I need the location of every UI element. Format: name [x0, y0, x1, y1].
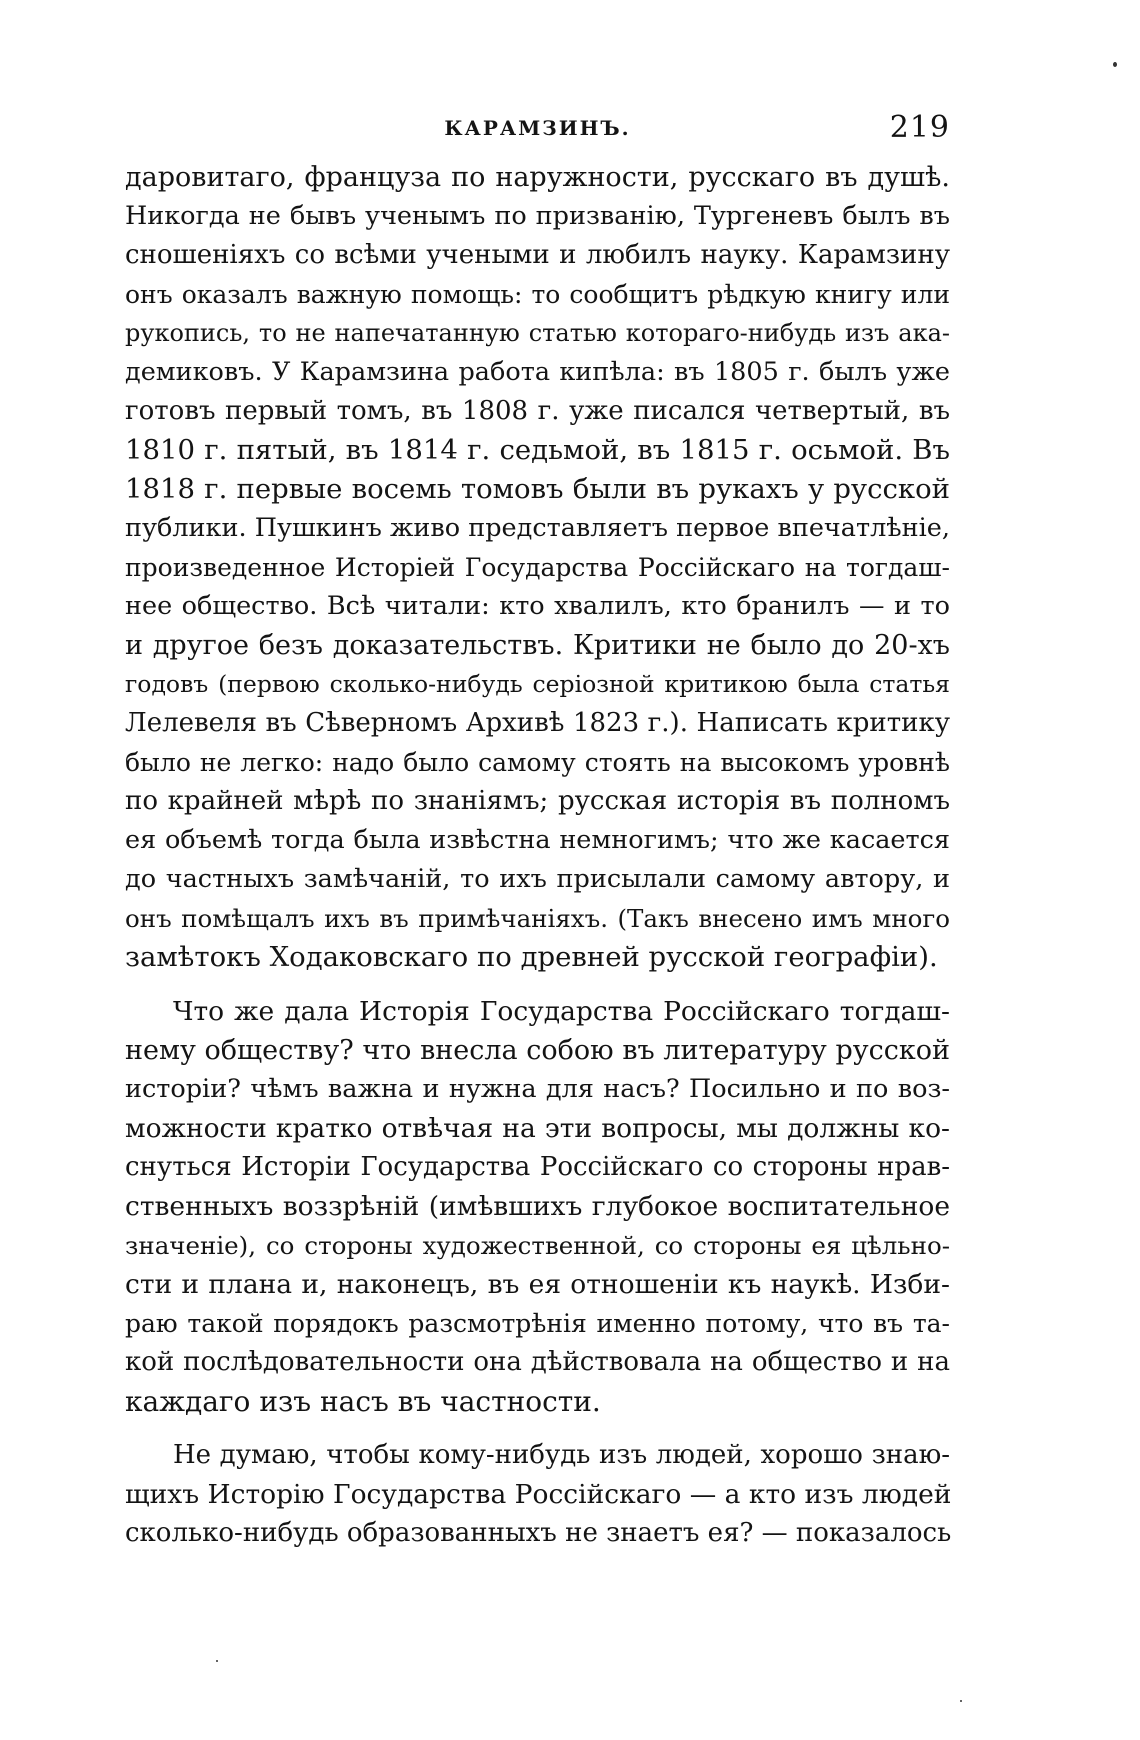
text-line: 1810 г. пятый, въ 1814 г. седьмой, въ 1815 г. осьмой. Въ [125, 434, 950, 466]
page-number: 219 [889, 110, 950, 145]
text-line: и другое безъ доказательствъ. Критики не было до 20-хъ [125, 630, 950, 661]
text-line: кой послѣдовательности она дѣйствовала на общество и на [125, 1347, 950, 1377]
text-line: демиковъ. У Карамзина работа кипѣла: въ 1805 г. былъ уже [125, 357, 950, 387]
text-line: Что же дала Исторія Государства Россійскаго тогдаш- [173, 996, 950, 1027]
paragraph [125, 992, 950, 1421]
text-line: 1818 г. первые восемь томовъ были въ рукахъ у русской [125, 473, 950, 505]
text-line: ственныхъ воззрѣній (имѣвшихъ глубокое воспитательное [125, 1191, 950, 1222]
text-line: раю такой порядокъ разсмотрѣнія именно потому, что въ та- [125, 1309, 950, 1338]
text-line: Не думаю, чтобы кому-нибудь изъ людей, хорошо знаю- [173, 1440, 950, 1470]
text-line: готовъ первый томъ, въ 1808 г. уже писался четвертый, въ [125, 396, 950, 426]
paragraph-gap [125, 977, 950, 992]
text-line: даровитаго, француза по наружности, русскаго въ душѣ. [125, 162, 950, 193]
text-line: рукопись, то не напечатанную статью котораго-нибудь изъ ака- [125, 319, 950, 347]
text-line: нее общество. Всѣ читали: кто хвалилъ, кто бранилъ — и то [125, 591, 950, 621]
text-line: снуться Исторіи Государства Россійскаго со стороны нрав- [125, 1152, 950, 1182]
text-line: сти и плана и, наконецъ, въ ея отношеніи къ наукѣ. Изби- [125, 1269, 950, 1300]
text-line: годовъ (первою сколько-нибудь серіозной критикою была статья [125, 670, 950, 698]
text-line: до частныхъ замѣчаній, то ихъ присылали самому автору, и [125, 864, 950, 894]
scan-speck [216, 1660, 218, 1662]
text-line: значеніе), со стороны художественной, со стороны ея цѣльно- [125, 1231, 950, 1260]
body-text [125, 158, 950, 1553]
text-line: нему обществу? что внесла собою въ литературу русской [125, 1035, 950, 1066]
text-line: щихъ Исторію Государства Россійскаго — а кто изъ людей [125, 1479, 952, 1510]
text-line: можности кратко отвѣчая на эти вопросы, мы должны ко- [125, 1113, 950, 1144]
text-line: сношеніяхъ со всѣми учеными и любилъ науку. Карамзину [125, 240, 950, 270]
page-header [125, 110, 950, 150]
text-line: Лелевеля въ Сѣверномъ Архивѣ 1823 г.). Написать критику [125, 708, 950, 738]
text-line: замѣтокъ Ходаковскаго по древней русской географіи). [125, 941, 938, 973]
text-line: онъ оказалъ важную помощь: то сообщитъ рѣдкую книгу или [125, 280, 950, 309]
text-line: каждаго изъ насъ въ частности. [125, 1385, 601, 1418]
text-line: было не легко: надо было самому стоять на высокомъ уровнѣ [125, 748, 950, 777]
scan-speck [960, 1700, 962, 1702]
paragraph-gap [125, 1421, 950, 1436]
text-line: произведенное Исторіей Государства Россійскаго на тогдаш- [125, 553, 950, 582]
text-line: онъ помѣщалъ ихъ въ примѣчаніяхъ. (Такъ внесено имъ много [125, 904, 950, 933]
text-line: ея объемѣ тогда была извѣстна немногимъ; что же касается [125, 825, 950, 855]
text-line: по крайней мѣрѣ по знаніямъ; русская исторія въ полномъ [125, 786, 950, 816]
scan-speck [1113, 62, 1117, 67]
text-line: Никогда не бывъ ученымъ по призванію, Тургеневъ былъ въ [125, 201, 950, 231]
paragraph [125, 158, 950, 977]
paragraph [125, 1436, 950, 1553]
text-line: исторіи? чѣмъ важна и нужна для насъ? Посильно и по воз- [125, 1074, 950, 1104]
text-line: публики. Пушкинъ живо представляетъ первое впечатлѣніе, [125, 513, 950, 543]
running-title: КАРАМЗИНЪ. [444, 116, 631, 140]
text-line: сколько-нибудь образованныхъ не знаетъ ея? — показалось [125, 1518, 952, 1548]
